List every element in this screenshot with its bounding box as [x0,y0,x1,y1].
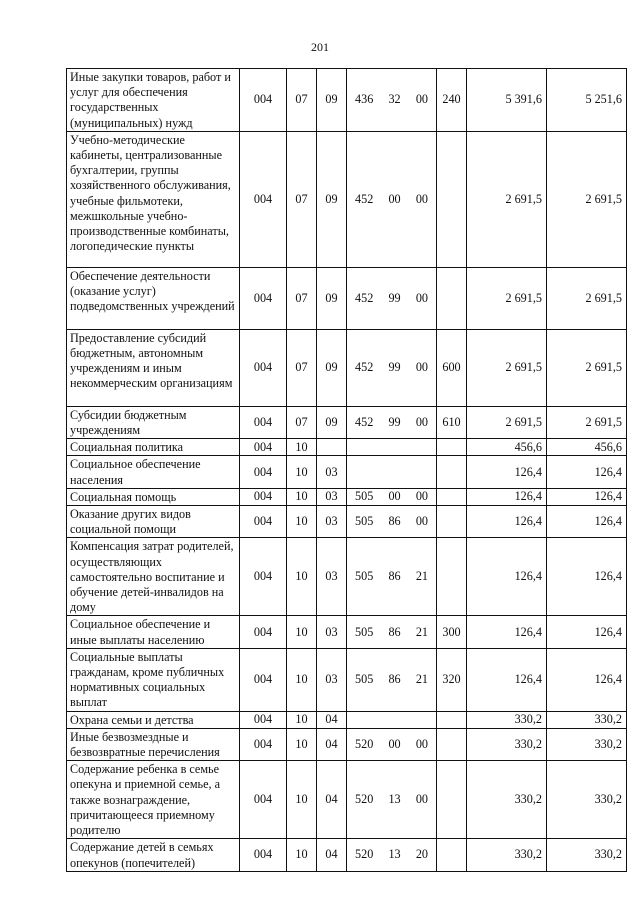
target-article-parts [351,737,432,752]
amount-year2-cell: 2 691,5 [547,406,627,438]
target-article-parts [351,360,432,375]
section-code-cell: 10 [287,456,317,488]
ved-code-cell: 004 [240,69,287,132]
amount-year1-cell: 456,6 [467,439,547,456]
target-article-part: 13 [388,847,401,862]
target-article-part: 00 [388,736,401,751]
amount-year2-cell: 330,2 [547,728,627,760]
expense-type-cell [437,506,467,538]
target-article-parts [351,792,432,807]
subsection-code-cell: 04 [317,761,347,839]
table-row [67,267,627,329]
amount-year1-cell: 2 691,5 [467,329,547,406]
amount-year2-cell: 5 251,6 [547,69,627,132]
target-article-part: 452 [355,414,374,429]
section-code-cell: 07 [287,131,317,267]
table-row [67,69,627,132]
section-code-cell: 07 [287,69,317,132]
subsection-code-cell: 03 [317,488,347,505]
target-article-parts [351,625,432,640]
row-name-cell: Социальная помощь [67,488,240,505]
amount-year2-cell: 126,4 [547,488,627,505]
expense-type-cell [437,538,467,616]
amount-year1-cell: 330,2 [467,711,547,728]
row-name-cell: Обеспечение деятельности (оказание услуг) подведомственных учреждений [67,267,240,329]
table-row [67,488,627,505]
amount-year1-cell: 126,4 [467,488,547,505]
subsection-code-cell: 09 [317,69,347,132]
expense-type-cell [437,456,467,488]
ved-code-cell: 004 [240,456,287,488]
ved-code-cell: 004 [240,761,287,839]
section-code-cell: 10 [287,506,317,538]
target-article-part: 505 [355,514,374,529]
target-article-parts [351,92,432,107]
section-code-cell: 10 [287,711,317,728]
target-article-part: 505 [355,569,374,584]
row-name-cell: Социальное обеспечение и иные выплаты населению [67,616,240,648]
ved-code-cell: 004 [240,267,287,329]
section-code-cell: 07 [287,406,317,438]
target-article-cell [347,761,437,839]
section-code-cell: 10 [287,439,317,456]
target-article-parts [351,847,432,862]
row-name-cell: Содержание детей в семьях опекунов (попечителей) [67,839,240,871]
amount-year2-cell: 126,4 [547,538,627,616]
target-article-cell [347,728,437,760]
amount-year2-cell: 330,2 [547,839,627,871]
target-article-part: 436 [355,92,374,107]
table-row [67,439,627,456]
amount-year2-cell: 126,4 [547,616,627,648]
table-row [67,761,627,839]
target-article-parts [351,489,432,504]
target-article-part: 520 [355,792,374,807]
target-article-part: 13 [388,792,401,807]
target-article-part: 86 [388,672,401,687]
table-row [67,728,627,760]
target-article-part: 00 [388,489,401,504]
subsection-code-cell: 03 [317,506,347,538]
row-name-cell: Субсидии бюджетным учреждениям [67,406,240,438]
section-code-cell: 10 [287,728,317,760]
table-row [67,839,627,871]
target-article-part: 00 [415,360,428,375]
section-code-cell: 10 [287,648,317,711]
target-article-parts [351,415,432,430]
target-article-cell [347,616,437,648]
expense-type-cell [437,131,467,267]
section-code-cell: 10 [287,761,317,839]
target-article-part: 00 [415,414,428,429]
ved-code-cell: 004 [240,439,287,456]
subsection-code-cell: 04 [317,711,347,728]
target-article-part: 452 [355,290,374,305]
amount-year1-cell: 2 691,5 [467,406,547,438]
target-article-part: 32 [388,92,401,107]
subsection-code-cell: 03 [317,616,347,648]
amount-year2-cell: 126,4 [547,648,627,711]
table-row [67,616,627,648]
amount-year2-cell: 456,6 [547,439,627,456]
section-code-cell: 07 [287,267,317,329]
table-row [67,538,627,616]
target-article-part: 99 [388,290,401,305]
amount-year1-cell: 5 391,6 [467,69,547,132]
expense-type-cell [437,267,467,329]
amount-year1-cell: 126,4 [467,506,547,538]
target-article-cell [347,267,437,329]
target-article-part: 00 [415,792,428,807]
amount-year1-cell: 126,4 [467,648,547,711]
amount-year2-cell: 2 691,5 [547,131,627,267]
expense-type-cell [437,761,467,839]
ved-code-cell: 004 [240,131,287,267]
target-article-part: 520 [355,736,374,751]
amount-year1-cell: 330,2 [467,728,547,760]
row-name-cell: Содержание ребенка в семье опекуна и приемной семье, а также вознаграждение, причитающееся приемному родителю [67,761,240,839]
target-article-cell [347,839,437,871]
expense-type-cell [437,839,467,871]
expense-type-cell: 600 [437,329,467,406]
expense-type-cell [437,728,467,760]
subsection-code-cell: 09 [317,267,347,329]
row-name-cell: Иные безвозмездные и безвозвратные перечисления [67,728,240,760]
target-article-parts [351,569,432,584]
table-row [67,648,627,711]
target-article-parts [351,291,432,306]
target-article-part: 00 [415,290,428,305]
target-article-part: 20 [415,847,428,862]
subsection-code-cell: 09 [317,406,347,438]
target-article-part: 00 [415,489,428,504]
row-name-cell: Учебно-методические кабинеты, централизованные бухгалтерии, группы хозяйственного обслуживания, учебные фильмотеки, межшкольные учебно-производственные комбинаты, логопедические пункты [67,131,240,267]
expense-type-cell [437,711,467,728]
target-article-cell [347,506,437,538]
amount-year1-cell: 330,2 [467,761,547,839]
target-article-cell [347,69,437,132]
row-name-cell: Социальное обеспечение населения [67,456,240,488]
amount-year2-cell: 2 691,5 [547,267,627,329]
row-name-cell: Социальная политика [67,439,240,456]
target-article-part: 00 [388,191,401,206]
row-name-cell: Компенсация затрат родителей, осуществляющих самостоятельно воспитание и обучение детей-инвалидов на дому [67,538,240,616]
table-row [67,131,627,267]
target-article-part: 21 [415,672,428,687]
amount-year2-cell: 2 691,5 [547,329,627,406]
section-code-cell: 10 [287,616,317,648]
target-article-part: 452 [355,191,374,206]
subsection-code-cell: 04 [317,839,347,871]
budget-table [66,68,627,872]
target-article-part: 00 [415,514,428,529]
target-article-part: 86 [388,569,401,584]
ved-code-cell: 004 [240,329,287,406]
page-number: 201 [311,40,329,54]
ved-code-cell: 004 [240,839,287,871]
subsection-code-cell: 03 [317,538,347,616]
table-row [67,506,627,538]
target-article-part: 452 [355,360,374,375]
ved-code-cell: 004 [240,616,287,648]
subsection-code-cell: 09 [317,329,347,406]
ved-code-cell: 004 [240,488,287,505]
ved-code-cell: 004 [240,406,287,438]
target-article-cell [347,488,437,505]
expense-type-cell: 610 [437,406,467,438]
table-row [67,456,627,488]
row-name-cell: Охрана семьи и детства [67,711,240,728]
row-name-cell: Иные закупки товаров, работ и услуг для обеспечения государственных (муниципальных) нужд [67,69,240,132]
expense-type-cell [437,488,467,505]
target-article-part: 21 [415,569,428,584]
target-article-part: 86 [388,514,401,529]
row-name-cell: Оказание других видов социальной помощи [67,506,240,538]
amount-year2-cell: 126,4 [547,506,627,538]
target-article-part: 86 [388,624,401,639]
amount-year1-cell: 2 691,5 [467,131,547,267]
table-row [67,406,627,438]
amount-year2-cell: 330,2 [547,761,627,839]
target-article-cell [347,131,437,267]
ved-code-cell: 004 [240,648,287,711]
ved-code-cell: 004 [240,538,287,616]
subsection-code-cell: 03 [317,648,347,711]
target-article-parts [351,192,432,207]
amount-year2-cell: 126,4 [547,456,627,488]
target-article-parts [351,514,432,529]
target-article-part: 505 [355,489,374,504]
target-article-part: 99 [388,414,401,429]
ved-code-cell: 004 [240,728,287,760]
section-code-cell: 07 [287,329,317,406]
target-article-part: 505 [355,672,374,687]
expense-type-cell: 320 [437,648,467,711]
target-article-cell [347,711,437,728]
table-row [67,711,627,728]
expense-type-cell [437,439,467,456]
target-article-part: 00 [415,92,428,107]
amount-year1-cell: 330,2 [467,839,547,871]
target-article-cell [347,439,437,456]
subsection-code-cell: 09 [317,131,347,267]
section-code-cell: 10 [287,538,317,616]
target-article-part: 99 [388,360,401,375]
row-name-cell: Предоставление субсидий бюджетным, автономным учреждениям и иным некоммерческим организациям [67,329,240,406]
target-article-cell [347,648,437,711]
subsection-code-cell: 03 [317,456,347,488]
target-article-part: 00 [415,736,428,751]
row-name-cell: Социальные выплаты гражданам, кроме публичных нормативных социальных выплат [67,648,240,711]
amount-year1-cell: 2 691,5 [467,267,547,329]
target-article-cell [347,406,437,438]
amount-year1-cell: 126,4 [467,616,547,648]
subsection-code-cell: 04 [317,728,347,760]
target-article-part: 21 [415,624,428,639]
section-code-cell: 10 [287,839,317,871]
ved-code-cell: 004 [240,711,287,728]
target-article-part: 520 [355,847,374,862]
subsection-code-cell [317,439,347,456]
target-article-parts [351,672,432,687]
expense-type-cell: 300 [437,616,467,648]
amount-year2-cell: 330,2 [547,711,627,728]
amount-year1-cell: 126,4 [467,456,547,488]
ved-code-cell: 004 [240,506,287,538]
table-row [67,329,627,406]
target-article-part: 00 [415,191,428,206]
amount-year1-cell: 126,4 [467,538,547,616]
target-article-cell [347,456,437,488]
expense-type-cell: 240 [437,69,467,132]
target-article-cell [347,329,437,406]
target-article-part: 505 [355,624,374,639]
target-article-cell [347,538,437,616]
budget-table-body [67,69,627,872]
section-code-cell: 10 [287,488,317,505]
